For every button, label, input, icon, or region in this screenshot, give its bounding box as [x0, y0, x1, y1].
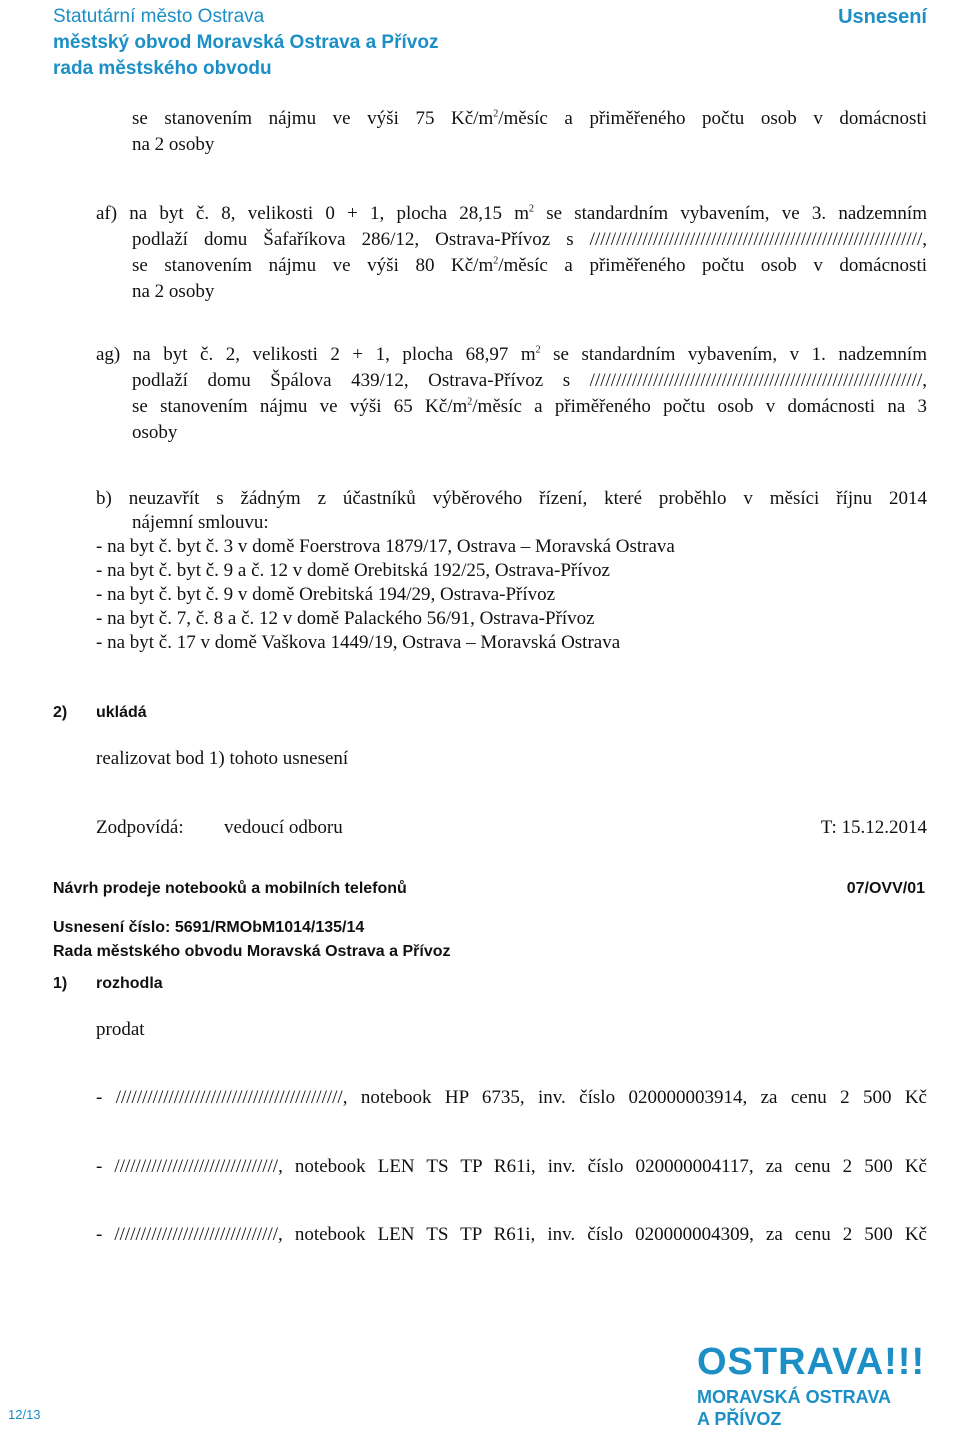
- header-doc-type: Usnesení: [838, 6, 927, 28]
- item-ag-line3-post: /měsíc a přiměřeného počtu osob v domácnosti na 3: [472, 396, 928, 417]
- continuation-paragraph: [132, 106, 927, 158]
- item-af-line4: na 2 osoby: [132, 281, 215, 302]
- item-b-list-1: - na byt č. byt č. 9 a č. 12 v domě Orebitská 192/25, Ostrava-Přívoz: [96, 560, 610, 581]
- resolution-council: Rada městského obvodu Moravská Ostrava a Přívoz: [53, 943, 451, 960]
- item-ag-line2: podlaží domu Špálova 439/12, Ostrava-Přívoz s ///////////////////////////////////////////////////////////////,: [132, 370, 927, 391]
- item-b-list-2: - na byt č. byt č. 9 v domě Orebitská 194/29, Ostrava-Přívoz: [96, 584, 556, 605]
- header-district: městský obvod Moravská Ostrava a Přívoz: [53, 32, 439, 53]
- sale-item-0: - ///////////////////////////////////////////, notebook HP 6735, inv. číslo 020000003914, za cenu 2 500 Kč: [96, 1087, 927, 1108]
- decided-title: rozhodla: [96, 975, 163, 992]
- section2-num: 2): [53, 704, 68, 721]
- item-af: [96, 201, 927, 305]
- superscript-2: 2: [493, 255, 499, 267]
- responsible-label: Zodpovídá:: [96, 817, 184, 838]
- item-ag-line1-post: se standardním vybavením, v 1. nadzemním: [540, 344, 927, 365]
- item-b-list-3: - na byt č. 7, č. 8 a č. 12 v domě Palackého 56/91, Ostrava-Přívoz: [96, 608, 595, 629]
- item-af-line1-pre: af) na byt č. 8, velikosti 0 + 1, plocha 28,15 m: [96, 203, 530, 224]
- superscript-2: 2: [467, 396, 473, 408]
- ostrava-logo: [697, 1342, 955, 1430]
- motion-title: Návrh prodeje notebooků a mobilních telefonů: [53, 880, 407, 897]
- logo-line3: A PŘÍVOZ: [697, 1409, 782, 1429]
- item-b-line2: nájemní smlouvu:: [132, 512, 269, 533]
- item-b-line1: b) neuzavřít s žádným z účastníků výběrového řízení, které proběhlo v měsíci říjnu 2014: [96, 488, 927, 509]
- item-ag-line1-pre: ag) na byt č. 2, velikosti 2 + 1, plocha 68,97 m: [96, 344, 536, 365]
- motion-code: 07/OVV/01: [846, 880, 925, 897]
- section2-text: realizovat bod 1) tohoto usnesení: [96, 748, 349, 769]
- deadline: T: 15.12.2014: [820, 817, 927, 838]
- superscript-2: 2: [529, 203, 535, 215]
- decided-num: 1): [53, 975, 68, 992]
- sale-item-1: - ///////////////////////////////, notebook LEN TS TP R61i, inv. číslo 020000004117, za cenu 2 500 Kč: [96, 1156, 927, 1177]
- superscript-2: 2: [535, 344, 541, 356]
- item-ag: [96, 342, 927, 446]
- item-af-line1-post: se standardním vybavením, ve 3. nadzemním: [534, 203, 927, 224]
- continuation-line1-post: /měsíc a přiměřeného počtu osob v domácnosti: [498, 108, 928, 129]
- superscript-2: 2: [493, 108, 499, 120]
- item-b-list-4: - na byt č. 17 v domě Vaškova 1449/19, Ostrava – Moravská Ostrava: [96, 632, 621, 653]
- continuation-line1-pre: se stanovením nájmu ve výši 75 Kč/m: [132, 108, 494, 129]
- item-af-line3-pre: se stanovením nájmu ve výši 80 Kč/m: [132, 255, 494, 276]
- continuation-line2: na 2 osoby: [132, 134, 215, 155]
- item-ag-line3-pre: se stanovením nájmu ve výši 65 Kč/m: [132, 396, 468, 417]
- item-ag-line4: osoby: [132, 422, 178, 443]
- action-text: prodat: [96, 1019, 145, 1040]
- header-council: rada městského obvodu: [53, 58, 272, 79]
- page-number: 12/13: [8, 1407, 41, 1422]
- logo-line2: MORAVSKÁ OSTRAVA: [697, 1387, 892, 1407]
- resolution-number: Usnesení číslo: 5691/RMObM1014/135/14: [53, 919, 365, 936]
- item-af-line3-post: /měsíc a přiměřeného počtu osob v domácnosti: [498, 255, 928, 276]
- section2-title: ukládá: [96, 704, 147, 721]
- sale-item-2: - ///////////////////////////////, notebook LEN TS TP R61i, inv. číslo 020000004309, za cenu 2 500 Kč: [96, 1224, 927, 1245]
- item-b-list-0: - na byt č. byt č. 3 v domě Foerstrova 1879/17, Ostrava – Moravská Ostrava: [96, 536, 675, 557]
- item-b: [96, 487, 927, 655]
- item-af-line2: podlaží domu Šafaříkova 286/12, Ostrava-Přívoz s ///////////////////////////////////////////////////////////////,: [132, 229, 927, 250]
- logo-line1: OSTRAVA!!!: [697, 1341, 926, 1383]
- header-city: Statutární město Ostrava: [53, 6, 265, 27]
- responsible-value: vedoucí odboru: [224, 817, 343, 838]
